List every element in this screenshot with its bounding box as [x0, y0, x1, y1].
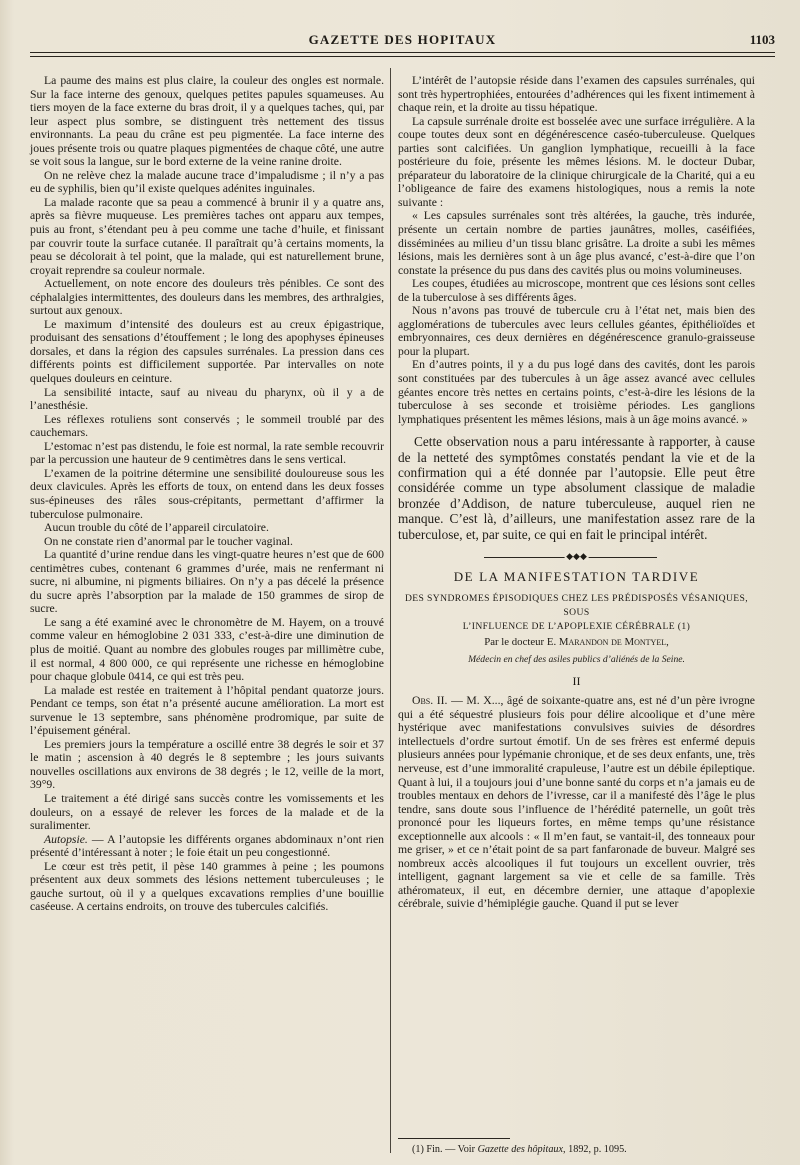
paragraph: On ne relève chez la malade aucune trace d’impaludisme ; il n’y a pas eu de syphilis, bien qu’il existe quelques adénites inguinales. [30, 168, 384, 196]
page-header [30, 30, 775, 52]
right-column [398, 74, 755, 911]
footnote [412, 1144, 627, 1155]
paragraph: Le sang a été examiné avec le chronomètre de M. Hayem, on a trouvé comme valeur en hémoglobine 2 031 333, c’est-à-dire une diminution de plus de moitié. Quant au nombre des globules rouges par millimètre cube, il est normal, 4 800 000, ce qui représente une richesse en hémoglobine pour chaque globule 0414, ce qui est très peu. [30, 615, 384, 684]
paragraph: L’examen de la poitrine détermine une sensibilité douloureuse sous les deux clavicules. Après les efforts de toux, on entend dans les deux fosses sus-épineuses des râles sous-crépitants, permettant d’affirmer la tuberculose pulmonaire. [30, 466, 384, 521]
paragraph: On ne constate rien d’anormal par le toucher vaginal. [44, 534, 293, 548]
subtitle-line: DES SYNDROMES ÉPISODIQUES CHEZ LES PRÉDISPOSÉS VÉSANIQUES, SOUS [404, 592, 749, 618]
footnote-suffix: , 1892, p. 1095. [563, 1144, 627, 1155]
quote-paragraph: Les coupes, étudiées au microscope, montrent que ces lésions sont celles de la tuberculose à ses différents âges. [398, 277, 755, 304]
quote-paragraph: « Les capsules surrénales sont très altérées, la gauche, très indurée, présente un certain nombre de parties jaunâtres, molles, caséifiées, disséminées au milieu d’un tissu blanc grisâtre. La droite a subi les mêmes lésions, mais les dernières sont à un âge plus avancé, c’est-à-dire que l’on constate la présence du pus dans des cavités plus ou moins volumineuses. [398, 209, 755, 277]
paragraph: Aucun trouble du côté de l’appareil circulatoire. [44, 521, 269, 535]
observation-paragraph [398, 694, 755, 911]
autopsy-text: — A l’autopsie les différents organes abdominaux n’ont rien présenté d’intéressant à noter ; le foie était un peu congestionné. [30, 832, 384, 860]
page-number: 1103 [749, 32, 775, 47]
paragraph: L’estomac n’est pas distendu, le foie est normal, la rate semble recouvrir par la percussion une hauteur de 9 centimètres dans le sens vertical. [30, 439, 384, 467]
paragraph: La sensibilité intacte, sauf au niveau du pharynx, où il y a de l’anesthésie. [30, 385, 384, 413]
footnote-rule [398, 1138, 510, 1139]
footnote-journal: Gazette des hôpitaux [477, 1144, 564, 1155]
paragraph: La malade est restée en traitement à l’hôpital pendant quatorze jours. Pendant ce temps, son état n’a présenté aucune amélioration. La mort est survenue le 13 septembre, sans phénomène prodromique, par suite de l’épuisement général. [30, 683, 384, 738]
left-column [30, 74, 384, 914]
paragraph: La quantité d’urine rendue dans les vingt-quatre heures n’est que de 600 centimètres cubes, contenant 6 grammes d’urée, mais ne renfermant ni sucre, ni albumine, ni pigments biliaires. On n’y a pas décelé la présence du sucre après l’absorption par la malade de 150 grammes de sirop de sucre. [30, 548, 384, 616]
autopsy-lead: Autopsie. [44, 832, 88, 846]
author-affiliation: Médecin en chef des asiles publics d’aliénés de la Seine. [468, 654, 685, 666]
section-ornament [398, 551, 755, 562]
author-name: Marandon de Montyel, [558, 635, 669, 648]
paragraph: Les premiers jours la température a oscillé entre 38 degrés le soir et 37 le matin ; ascension à 40 degrés le 8 septembre ; les jours suivants nouvelles oscillations aux environs de 38 degrés ; le 12, veille de la mort, 39°9. [30, 737, 384, 792]
paragraph: Le maximum d’intensité des douleurs est au creux épigastrique, produisant des sensations d’étouffement ; le long des apophyses épineuses dorsales, et dans la région des capsules surrénales. La pression dans ces différents points est difficilement supportée. Par intervalles on note quelques douleurs en ceinture. [30, 317, 384, 386]
paragraph: Le traitement a été dirigé sans succès contre les vomissements et les douleurs, on a essayé de relever les forces de la malade et de la suralimenter. [30, 791, 384, 833]
paragraph: La malade raconte que sa peau a commencé à brunir il y a quatre ans, après sa fièvre muqueuse. Les premières taches ont apparu aux tempes, puis au front, s’étendant peu à peu comme une tache d’huile, et finissant par couvrir toute la surface cutanée. Il paraîtrait qu’à certains moments, la peau se décolorait à tel point, que la malade, qui est naturellement brune, croyait reprendre sa couleur normale. [30, 195, 384, 277]
observation-lead: Obs. II. [412, 694, 448, 708]
paragraph: Les réflexes rotuliens sont conservés ; le sommeil troublé par des cauchemars. [30, 412, 384, 440]
ornament-icon: ◆◆◆ [566, 551, 587, 562]
part-number: II [572, 673, 581, 688]
footnote-prefix: (1) Fin. — Voir [412, 1144, 478, 1155]
paragraph: La capsule surrénale droite est bosselée avec une surface irrégulière. A la coupe toutes deux sont en dégénérescence caséo-tuberculeuse. Quelques parties sont calcifiées. Un ganglion lymphatique, recueilli à la face postérieure du foie, présente les mêmes lésions. M. le docteur Dubar, préparateur du laboratoire de la clinique chirurgicale de la Charité, qui a eu l’obligeance de faire des examens histologiques, nous a remis la note suivante : [398, 114, 755, 209]
subtitle-line: L’INFLUENCE DE L’APOPLEXIE CÉRÉBRALE (1) [462, 620, 691, 632]
paragraph: Le cœur est très petit, il pèse 140 grammes à peine ; les poumons présentent aux deux sommets des lésions nettement tuberculeuses ; le gauche surtout, où il y a quelques excavations remplies d’une bouillie caséeuse. A certains endroits, on trouve des tubercules calcifiés. [30, 859, 384, 914]
observation-text: — M. X..., âgé de soixante-quatre ans, est né d’un père ivrogne qui a été séquestré plusieurs fois pour délire alcoolique et d’une mère hystérique avec manifestations convulsives suivies de désordres intellectuels d’ordre surtout émotif. Un de ses frères est enfermé depuis plusieurs années pour lypémanie chronique, et de ses deux enfants, une, très nerveuse, est d’une immoralité crapuleuse, l’autre est un débile épileptique. Quant à lui, il a toujours joui d’une bonne santé du corps et n’a jamais eu de troubles mentaux en dehors de l’ivresse, car il a manifesté dès l’âge le plus tendre, sans doute sous l’influence de l’hérédité paternelle, un goût très prononcé pour les liqueurs fortes, en même temps qu’une résistance exceptionnelle aux alcools : « Il m’en faut, se vantait-il, des tonneaux pour me griser, » et ce n’était point de sa part fanfaronade de buveur. Malgré ses nombreux accès alcooliques il fut toujours un excellent ouvrier, très intelligent, gagnant largement sa vie et celle de sa famille. Très athéromateux, il eut, en décembre dernier, une attaque d’apoplexie cérébrale, suivie d’hémiplégie gauche. Quand il put se lever [398, 694, 755, 911]
byline-prefix: Par le docteur E. [484, 635, 559, 648]
quote-paragraph: Nous n’avons pas trouvé de tubercule cru à l’état net, mais bien des agglomérations de tubercules avec leurs cellules géantes, épithélioïdes et embryonnaires, ces deux dernières en dégénérescence granulo-graisseuse pour la plupart. [398, 304, 755, 358]
conclusion-paragraph: Cette observation nous a paru intéressante à rapporter, à cause de la netteté des symptômes constatés pendant la vie et de la confirmation qui a été donnée par l’autopsie. Elle peut être considérée comme un type absolument classique de maladie bronzée d’Addison, de nature tuberculeuse, auquel rien ne manque. C’est là, d’ailleurs, une manifestation assez rare de la tuberculose, et, par suite, ce qui en fait le principal intérêt. [398, 434, 755, 542]
autopsy-paragraph [30, 833, 384, 860]
byline [398, 636, 755, 650]
paragraph: L’intérêt de l’autopsie réside dans l’examen des capsules surrénales, qui sont très hypertrophiées, entourées d’adhérences qui les fixent intimement à chaque rein, et la droite au tissu hépatique. [398, 74, 755, 115]
article-title: DE LA MANIFESTATION TARDIVE [453, 569, 700, 585]
paragraph: La paume des mains est plus claire, la couleur des ongles est normale. Sur la face interne des genoux, quelques petites papules squameuses. Au tiers moyen de la face externe du bras droit, il y a quelques taches, qui, par leur aspect plus sombre, se distinguent très nettement des tissus environnants. La peau du crâne est peu pigmentée. La face interne des joues présente trois ou quatre plaques pigmentées de chaque côté, une autre se voit sous la langue, sur le bord externe de la veine ranine droite. [30, 74, 384, 169]
quote-paragraph: En d’autres points, il y a du pus logé dans des cavités, dont les parois sont constituées par des tubercules à un âge assez avancé avec cellules géantes encore très nettes en certains points, c’est-à-dire les lésions de la tuberculose à ses seconde et troisième périodes. Les ganglions lymphatiques présentent les mêmes lésions, mais à un âge moins avancé. » [398, 358, 755, 426]
paragraph: Actuellement, on note encore des douleurs très pénibles. Ce sont des céphalalgies intermittentes, des douleurs dans les membres, des arthralgies, surtout aux genoux. [30, 277, 384, 318]
column-divider [390, 68, 391, 1153]
running-title: GAZETTE DES HOPITAUX [308, 32, 497, 47]
header-rule [30, 52, 775, 57]
article-subtitle [398, 592, 755, 634]
